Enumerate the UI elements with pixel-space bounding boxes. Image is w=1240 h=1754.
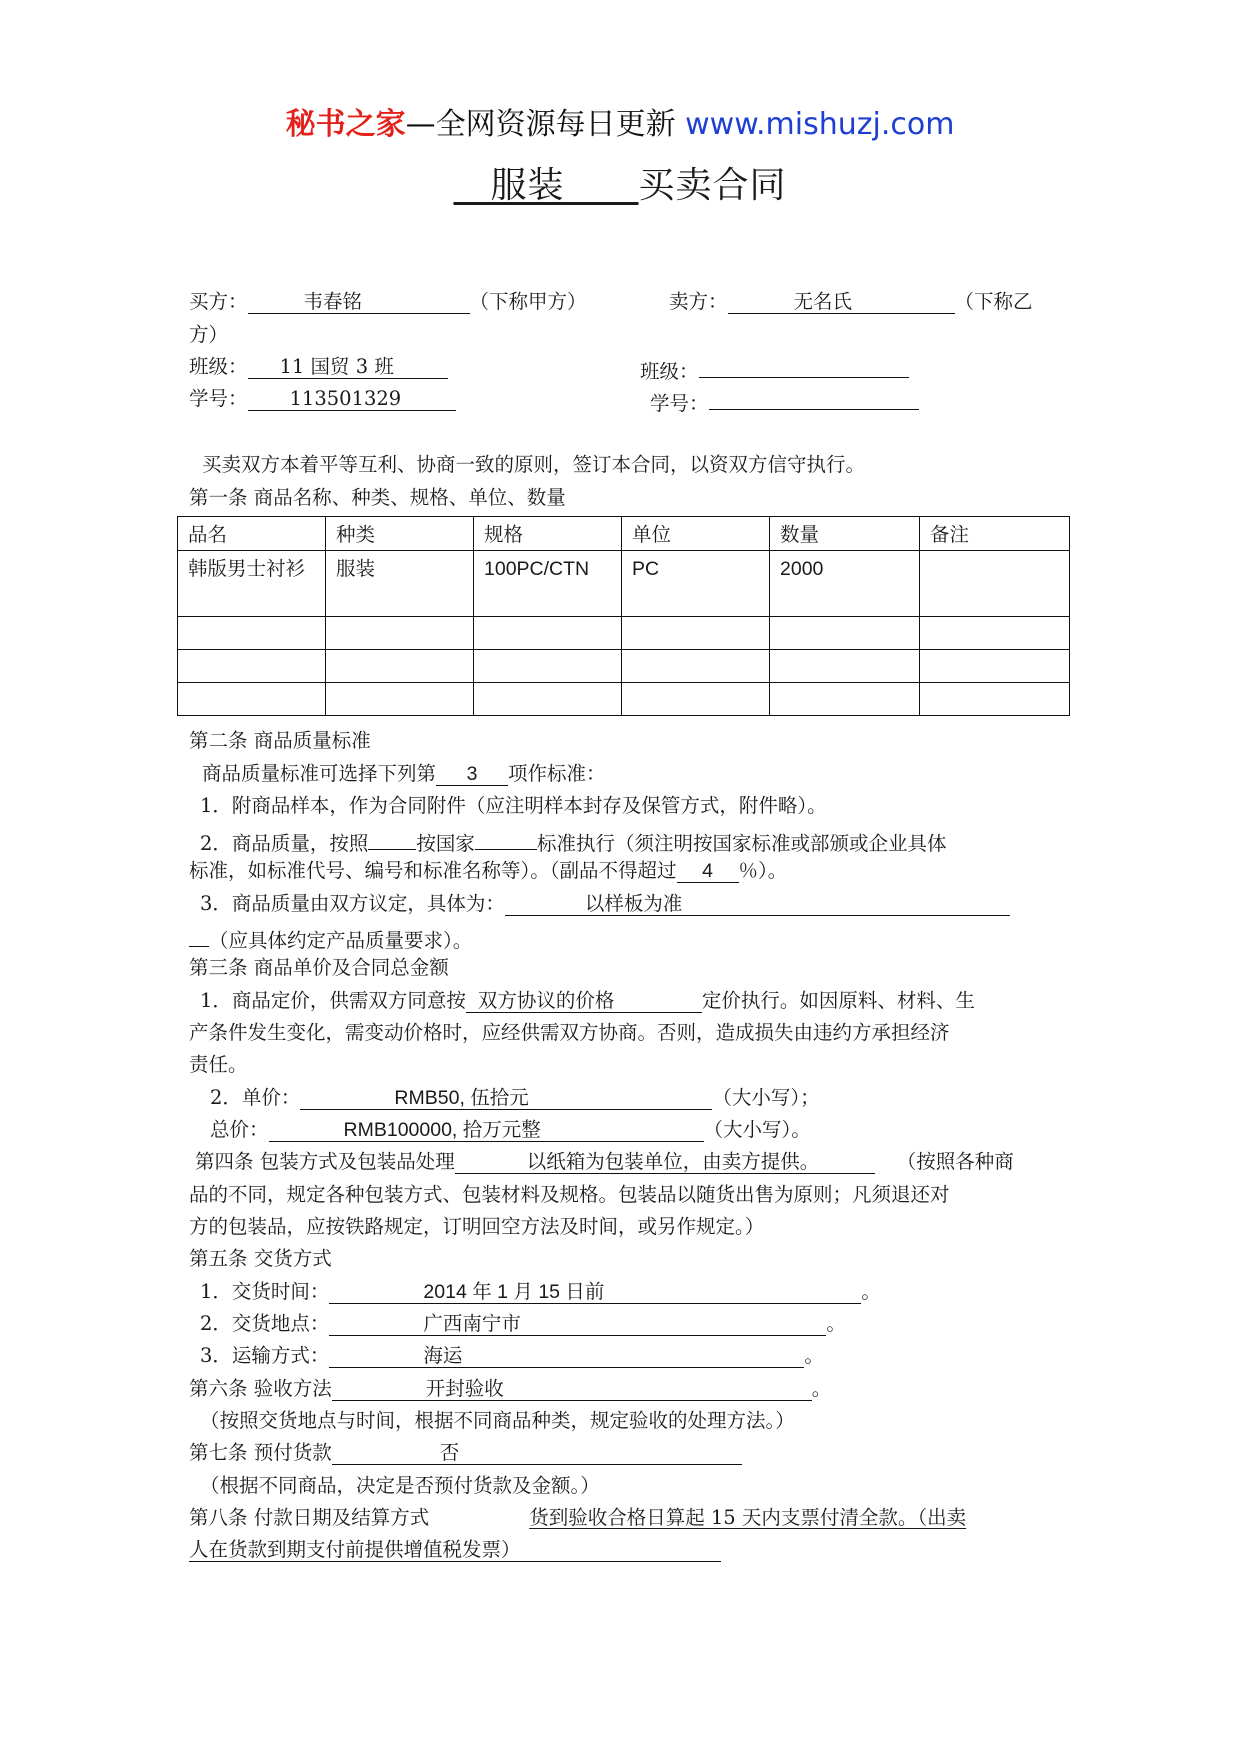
- table-cell: [326, 683, 474, 716]
- price-item-1-line2: 产条件发生变化，需变动价格时，应经供需双方协商。否则，造成损失由违约方承担经济: [189, 1021, 950, 1044]
- seller-suffix-wrap: 方）: [189, 323, 229, 346]
- table-cell: [920, 683, 1070, 716]
- table-row: [178, 683, 1070, 716]
- quality-item-2-line1: 2．商品质量，按照 按国家 标准执行（须注明按国家标准或部颁或企业具体: [200, 826, 946, 857]
- article4-heading: 第四条 包装方式及包装品处理: [195, 1150, 455, 1173]
- table-cell-remark: [920, 551, 1070, 617]
- packaging-field: 以纸箱为包装单位，由卖方提供。: [455, 1150, 875, 1174]
- prepayment-field: 否: [332, 1441, 742, 1465]
- delivery-time-line: 1．交货时间： 2014 年 1 月 15 日前 。: [200, 1280, 881, 1303]
- table-cell: [474, 683, 622, 716]
- article6-line: 第六条 验收方法 开封验收 。: [189, 1377, 832, 1400]
- preamble: 买卖双方本着平等互利、协商一致的原则，签订本合同，以资双方信守执行。: [202, 453, 866, 476]
- title-item: 服装: [490, 165, 565, 206]
- goods-table: [177, 516, 1070, 716]
- payment-terms-field-cont: 人在货款到期支付前提供增值税发票）: [189, 1538, 721, 1562]
- table-cell: [178, 617, 326, 650]
- table-cell-unit: PC: [622, 551, 770, 617]
- table-cell: [770, 683, 920, 716]
- banner-brand: 秘书之家: [285, 107, 406, 142]
- article7-note: （根据不同商品，决定是否预付货款及金额。）: [200, 1474, 600, 1497]
- delivery-time-field: 2014 年 1 月 15 日前: [329, 1280, 861, 1304]
- seller-id-field: [709, 386, 919, 410]
- table-cell-quantity: 2000: [770, 551, 920, 617]
- total-price-line: 总价： RMB100000, 拾万元整 （大小写）。: [210, 1118, 811, 1141]
- total-price-field: RMB100000, 拾万元整: [269, 1118, 704, 1142]
- unit-price-field: RMB50, 伍拾元: [300, 1086, 712, 1110]
- table-row: [178, 551, 1070, 617]
- article8-line1: [189, 1505, 966, 1531]
- buyer-class-line: 班级： 11 国贸 3 班: [189, 354, 448, 380]
- quality-agreed-field-tail: [189, 923, 209, 947]
- banner-url[interactable]: www.mishuzj.com: [685, 107, 955, 142]
- quality-item-3-line1: 3．商品质量由双方议定，具体为： 以样板为准: [200, 891, 1010, 917]
- seller-name-field: 无名氏: [728, 290, 955, 314]
- seller-id-line: 学号：: [650, 386, 919, 417]
- table-header-cell: 品名: [178, 517, 326, 551]
- buyer-suffix: （下称甲方）: [469, 290, 587, 313]
- table-header-cell: 规格: [474, 517, 622, 551]
- table-cell-type: 服装: [326, 551, 474, 617]
- article6-heading: 第六条 验收方法: [189, 1377, 332, 1400]
- buyer-line: [189, 289, 587, 315]
- quality-item-1: 1．附商品样本，作为合同附件（应注明样本封存及保管方式，附件略）。: [200, 794, 827, 817]
- seller-class-line: 班级：: [640, 354, 909, 385]
- buyer-label: 买方：: [189, 290, 248, 313]
- buyer-class-field: 11 国贸 3 班: [248, 355, 448, 379]
- buyer-id-line: 学号： 113501329: [189, 386, 456, 412]
- table-row: [178, 617, 1070, 650]
- article7-heading: 第七条 预付货款: [189, 1441, 332, 1464]
- seller-line: [669, 289, 1033, 315]
- table-cell: [178, 650, 326, 683]
- table-cell: [474, 617, 622, 650]
- inspection-field: 开封验收: [332, 1377, 812, 1401]
- table-header-row: [178, 517, 1070, 551]
- article4-line1: 第四条 包装方式及包装品处理 以纸箱为包装单位，由卖方提供。 （按照各种商: [195, 1150, 1014, 1173]
- table-cell: [770, 617, 920, 650]
- article8-heading: 第八条 付款日期及结算方式: [189, 1506, 430, 1529]
- transport-field: 海运: [329, 1344, 804, 1368]
- banner-tagline: —全网资源每日更新: [405, 107, 686, 142]
- payment-terms-field: 货到验收合格日算起 15 天内支票付清全款。（出卖: [529, 1506, 967, 1529]
- table-cell: [326, 617, 474, 650]
- defect-percent-field: 4: [677, 859, 739, 883]
- article8-line2: [189, 1537, 721, 1563]
- table-row: [178, 650, 1070, 683]
- pricing-basis-field: 双方协议的价格: [466, 989, 702, 1013]
- table-header-cell: 备注: [920, 517, 1070, 551]
- article3-heading: 第三条 商品单价及合同总金额: [189, 956, 449, 979]
- price-item-1-line3: 责任。: [189, 1053, 248, 1076]
- transport-line: 3．运输方式： 海运 。: [200, 1344, 824, 1367]
- table-header-cell: 数量: [770, 517, 920, 551]
- table-cell: [920, 617, 1070, 650]
- quality-choice-line: 商品质量标准可选择下列第 3 项作标准：: [202, 762, 606, 785]
- article1-heading: 第一条 商品名称、种类、规格、单位、数量: [189, 486, 566, 509]
- quality-standard-field-1: [368, 826, 416, 850]
- article4-line2: 品的不同，规定各种包装方式、包装材料及规格。包装品以随货出售为原则；凡须退还对: [189, 1183, 950, 1206]
- unit-price-line: 2．单价： RMB50, 伍拾元 （大小写）；: [210, 1086, 820, 1109]
- table-cell: [622, 617, 770, 650]
- table-cell: [770, 650, 920, 683]
- table-cell: [474, 650, 622, 683]
- table-header-cell: 单位: [622, 517, 770, 551]
- quality-item-2-line2: 标准，如标准代号、编号和标准名称等）。（副品不得超过 4 ％）。: [189, 859, 788, 882]
- site-banner: [0, 103, 1240, 147]
- seller-class-field: [699, 354, 909, 378]
- buyer-name-field: 韦春铭: [248, 290, 470, 314]
- contract-title: [0, 160, 1240, 212]
- article5-heading: 第五条 交货方式: [189, 1247, 332, 1270]
- table-cell: [326, 650, 474, 683]
- table-header-cell: 种类: [326, 517, 474, 551]
- seller-suffix: （下称乙: [954, 290, 1033, 313]
- title-main: 买卖合同: [638, 165, 787, 206]
- table-cell-product: 韩版男士衬衫: [178, 551, 326, 617]
- quality-choice-field: 3: [436, 762, 508, 786]
- buyer-id-field: 113501329: [248, 387, 456, 411]
- delivery-place-line: 2．交货地点： 广西南宁市 。: [200, 1312, 846, 1335]
- price-item-1-line1: 1．商品定价，供需双方同意按 双方协议的价格 定价执行。如因原料、材料、生: [200, 989, 975, 1012]
- table-cell-spec: 100PC/CTN: [474, 551, 622, 617]
- table-cell: [622, 650, 770, 683]
- delivery-place-field: 广西南宁市: [329, 1312, 826, 1336]
- seller-label: 卖方：: [669, 290, 728, 313]
- article6-note: （按照交货地点与时间，根据不同商品种类，规定验收的处理方法。）: [200, 1409, 795, 1432]
- article7-line: [189, 1440, 742, 1466]
- quality-standard-field-2: [475, 826, 537, 850]
- table-cell: [920, 650, 1070, 683]
- article4-line3: 方的包装品，应按铁路规定，订明回空方法及时间，或另作规定。）: [189, 1215, 765, 1238]
- quality-agreed-field: 以样板为准: [505, 892, 1010, 916]
- table-cell: [622, 683, 770, 716]
- quality-item-3-line2: （应具体约定产品质量要求）。: [189, 923, 472, 954]
- table-cell: [178, 683, 326, 716]
- article2-heading: 第二条 商品质量标准: [189, 729, 371, 752]
